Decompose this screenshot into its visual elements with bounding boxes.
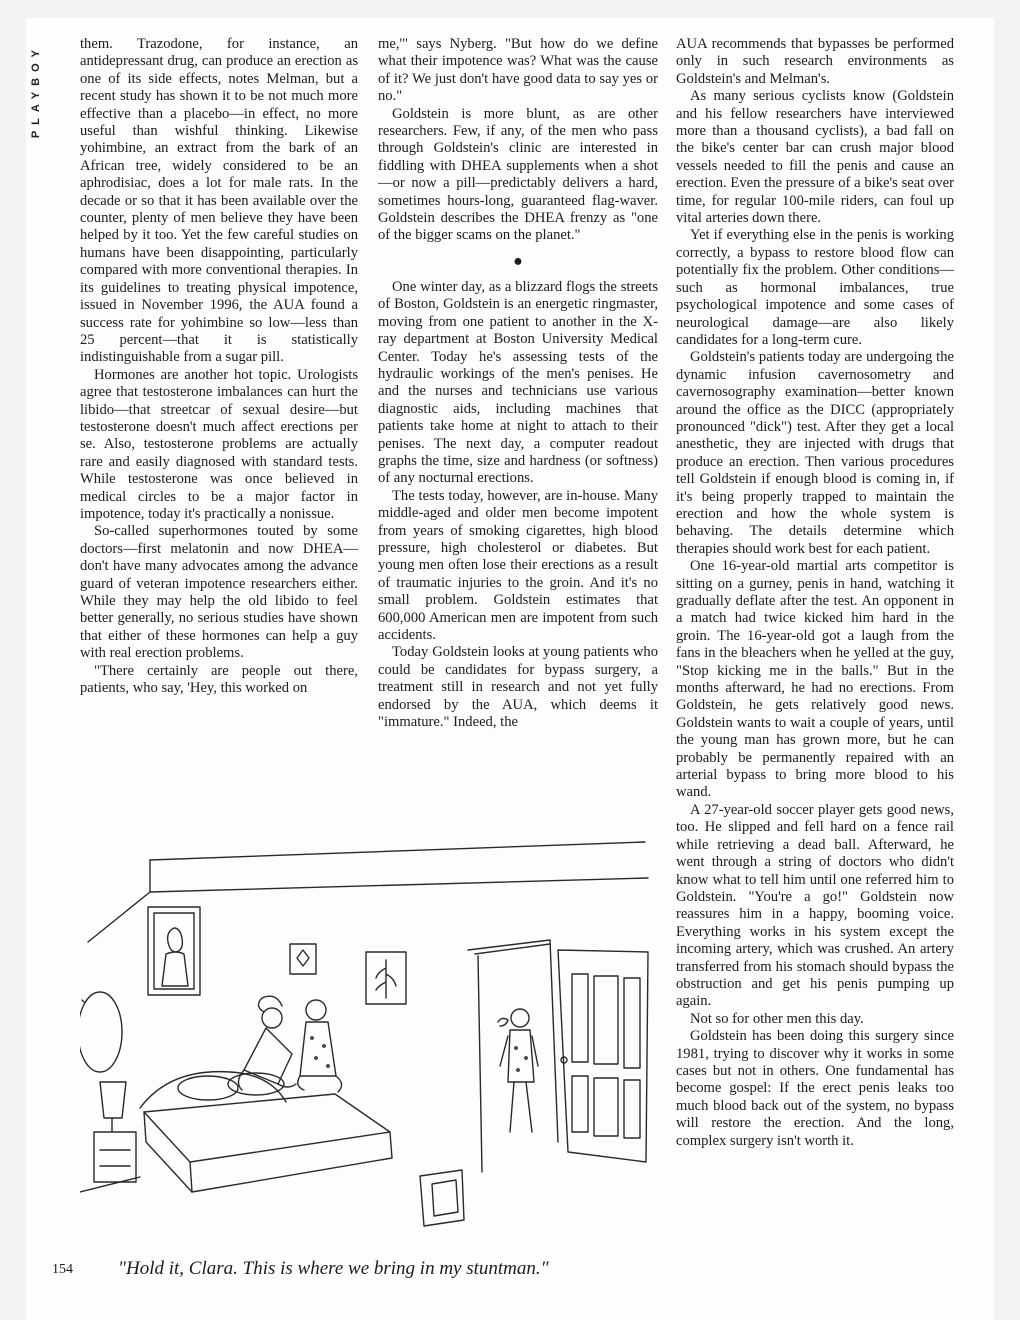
paragraph: Goldstein's patients today are undergoing the dynamic infusion cavernosometry and cavernosography examination—better known around the office as the DICC (appropriately pronounced "dick") test. After they get a local anesthetic, they are injected with drugs that produce an erection. Then various procedures tell Goldstein if enough blood is coming in, if it's being properly trapped to maintain the erection and how the whole system is behaving. The details determine which therapies should work best for each patient. (676, 349, 954, 557)
stuntman-figure (508, 1030, 534, 1082)
paragraph: me,'" says Nyberg. "But how do we define what their impotence was? What was the cause of it? We just don't have good data to say yes or no." (378, 36, 658, 105)
article-column-3 (676, 36, 954, 1150)
paragraph: AUA recommends that bypasses be performed only in such research environments as Goldstein's and Melman's. (676, 36, 954, 87)
paragraph: One winter day, as a blizzard flogs the streets of Boston, Goldstein is an energetic ringmaster, moving from one patient to another in the X-ray department at Boston University Medical Center. Today he's assessing tests of the hydraulic workings of the men's penises. He and the nurses and technicians use various diagnostic aids, including machines that patients take home at night to attach to their penises. The next day, a computer readout graphs the time, size and hardness (or softness) of any nocturnal erections. (378, 278, 658, 487)
paragraph: Hormones are another hot topic. Urologists agree that testosterone imbalances can hurt the libido—that streetcar of sexual desire—but testosterone doesn't much affect erections per se. Also, testosterone problems are actually rare and easily diagnosed with standard tests. While testosterone was once believed in medical circles to be a major factor in impotence, today it's practically a nonissue. (80, 366, 358, 522)
husband-figure (300, 1022, 336, 1076)
section-divider: ● (513, 252, 523, 270)
paragraph: A 27-year-old soccer player gets good news, too. He slipped and fell hard on a fence rail while retrieving a dead ball. Afterward, he went through a string of doctors who didn't know what to tell him until one referred him to Goldstein. "You're a go!" Goldstein now reassures him in a happy, booming voice. Everything works in his system except the incoming artery, which was crushed. An artery transferred from his stomach should bypass the obstruction and get his penis pumping up again. (676, 801, 954, 1010)
paragraph: them. Trazodone, for instance, an antidepressant drug, can produce an erection as one of its side effects, notes Melman, but a recent study has shown it to be not much more effective than a placebo—in effect, no more useful than wishful thinking. Likewise yohimbine, an extract from the bark of an African tree, widely considered to be an aphrodisiac, does a lot for male rats. In the decade or so that it has been available over the counter, plenty of men believe they have been helped by it too. Yet the few careful studies on humans have been disappointing, particularly compared with more conventional therapies. In its guidelines to treating physical impotence, issued in November 1996, the AUA found a success rate for yohimbine so low—less than 25 percent—that it is statistically indistinguishable from a sugar pill. (80, 36, 358, 366)
paragraph: Yet if everything else in the penis is working correctly, a bypass to restore blood flow can potentially fix the problem. Other conditions—such as hormonal imbalances, true psychological impotence and some cases of neurological damage—are also likely candidates for a long-term cure. (676, 227, 954, 348)
bed-headboard (140, 1072, 286, 1108)
small-picture (290, 944, 316, 974)
paragraph: Goldstein is more blunt, as are other researchers. Few, if any, of the men who pass through Goldstein's clinic are interested in fiddling with DHEA supplements when a shot—or now a pill—predictably delivers a hard, sometimes hours-long, guaranteed flag-waver. Goldstein describes the DHEA frenzy as "one of the bigger scams on the planet." (378, 105, 658, 244)
cartoon-illustration (80, 832, 660, 1252)
page-number: 154 (52, 1262, 73, 1277)
lamp (100, 1082, 126, 1118)
paragraph: Goldstein has been doing this surgery since 1981, trying to discover why it works in some cases but not in others. One fundamental has become gospel: If the erect penis leaks too much blood back out of the system, no bypass will restore the erection. And the long, complex surgery isn't worth it. (676, 1028, 954, 1149)
paragraph: Today Goldstein looks at young patients who could be candidates for bypass surgery, a treatment still in research and not yet fully endorsed by the AUA, which deems it "immature." Indeed, the (378, 644, 658, 731)
article-column-2 (378, 36, 658, 731)
paragraph: So-called superhormones touted by some doctors—first melatonin and now DHEA—don't have many advocates among the advance guard of veteran impotence researchers either. While they may help the old libido to feel better generally, no serious studies have shown that either of these hormones can help a guy with real erection problems. (80, 523, 358, 662)
article-column-1 (80, 36, 358, 697)
nightstand (94, 1132, 136, 1182)
paragraph: As many serious cyclists know (Goldstein and his fellow researchers have interviewed more than a thousand cyclists), a bad fall on the bike's center bar can crush major blood vessels needed to fill the penis and cause an erection. Even the pressure of a bike's seat over time, for regular 100-mile riders, can foul up vital arteries down there. (676, 88, 954, 227)
paragraph: Not so for other men this day. (690, 1010, 864, 1027)
running-title: PLAYBOY (30, 44, 42, 139)
paragraph: One 16-year-old martial arts competitor is sitting on a gurney, penis in hand, watching it gradually deflate after the test. An opponent in a match had twice kicked him hard in the groin. The 16-year-old got a laugh from the fans in the bleachers when he yelled at the guy, "Stop kicking me in the balls." But in the months afterward, he had no erections. From Goldstein, he gets relatively good news. Goldstein wants to wait a couple of years, until the young man has grown more, but he can probably be permanently repaired with an arterial bypass to bring more blood to his wand. (676, 558, 954, 801)
paragraph: "There certainly are people out there, patients, who say, 'Hey, this worked on (80, 662, 358, 697)
cartoon-caption: "Hold it, Clara. This is where we bring in my stuntman." (118, 1258, 549, 1279)
paragraph: The tests today, however, are in-house. Many middle-aged and older men become impotent from years of smoking cigarettes, high blood pressure, high cholesterol or diabetes. But young men often lose their erections as a result of traumatic injuries to the groin. And it's no small problem. Goldstein estimates that 600,000 American men are impotent from such accidents. (378, 487, 658, 643)
